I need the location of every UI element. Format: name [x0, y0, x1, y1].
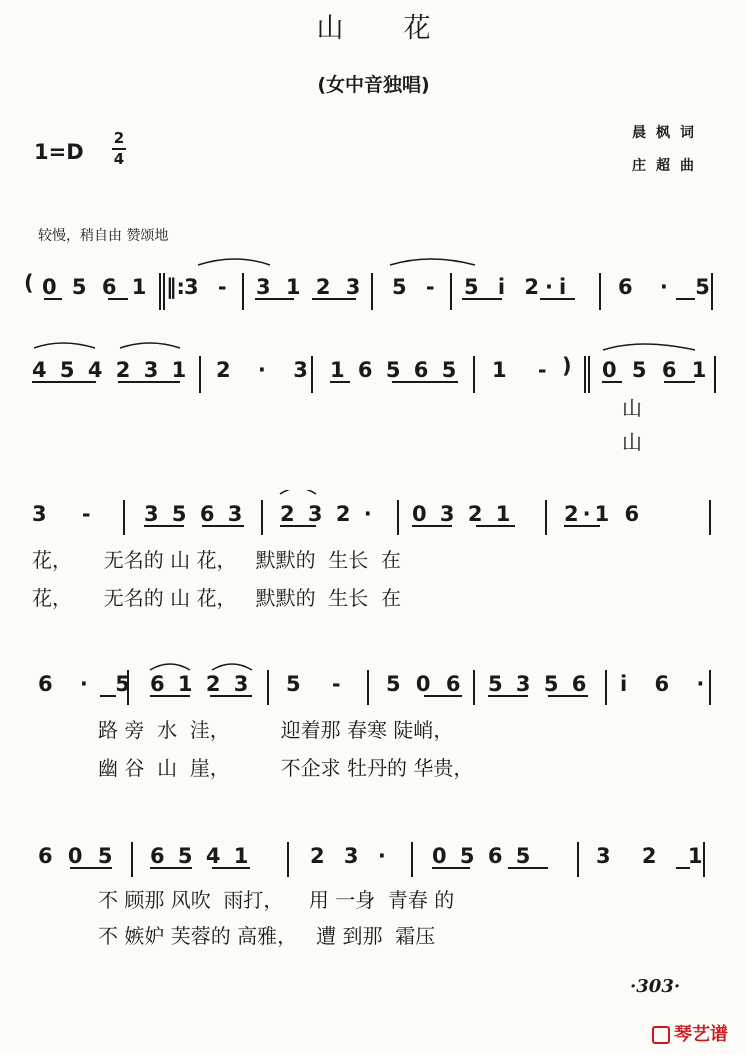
notation-measure: 6 1 2 3 — [150, 672, 252, 696]
page-number: ·303· — [630, 976, 681, 997]
notation-measure: 1 6 5 6 5 — [330, 358, 460, 382]
song-subtitle: (女中音独唱) — [317, 74, 430, 96]
notation-measure: 3 - — [32, 502, 105, 526]
stave-row-1 — [0, 255, 747, 325]
time-signature — [112, 131, 126, 167]
lyric-row-4-verse-1: 路 旁 水 洼， 迎着那 春寒 陡峭， — [98, 718, 454, 742]
notation-measure: 2 3 2 · — [280, 502, 375, 526]
notation-measure: 1 - — [492, 358, 559, 382]
notation-measure: 5 - — [392, 275, 441, 299]
notation-measure: 6 · 5 — [618, 275, 720, 299]
tempo-marking: 较慢，稍自由 赞颂地 — [38, 228, 169, 244]
notation-measure: 0 5 6 5 — [432, 844, 534, 868]
notation-measure: 0 5 6 1 — [602, 358, 711, 382]
lyric-row-2-verse-2: 山 — [622, 430, 642, 454]
notation-close-paren: ) — [562, 354, 572, 378]
notation-measure: 6 · 5 — [38, 672, 140, 696]
site-logo — [652, 1020, 728, 1046]
notation-open-paren: ( — [24, 271, 34, 295]
notation-measure: 0 3 2 1 — [412, 502, 514, 526]
lyric-row-5-verse-1: 不 顾那 风吹 雨打， 用 一身 青春 的 — [98, 888, 455, 912]
key-signature: 1=D — [34, 140, 84, 164]
notation-measure: 3 - — [184, 275, 233, 299]
notation-measure: 2 3 · — [310, 844, 392, 868]
notation-measure: 5 3 5 6 — [488, 672, 590, 696]
notation-measure: 2 · 3 — [216, 358, 318, 382]
notation-measure: 5 0 6 — [386, 672, 465, 696]
notation-measure: 0 5 6 1 — [42, 275, 151, 299]
notation-measure: i 6 · — [620, 672, 715, 696]
composer-credit: 庄超曲 — [632, 158, 704, 174]
notation-measure: 3 2 1 — [596, 844, 715, 868]
notation-measure: 4 5 4 2 3 1 — [32, 358, 190, 382]
logo-text: 琴艺谱 — [674, 1024, 728, 1045]
notation-measure: 3 1 2 3 — [256, 275, 365, 299]
notation-measure: 6 5 4 1 — [150, 844, 252, 868]
lyric-row-2-verse-1: 山 — [622, 396, 642, 420]
notation-measure: 5 - — [286, 672, 353, 696]
lyric-row-3-verse-1: 花， 无名的 山 花， 默默的 生长 在 — [32, 548, 402, 572]
lyric-row-3-verse-2: 花， 无名的 山 花， 默默的 生长 在 — [32, 586, 402, 610]
notation-measure: 6 0 5 — [38, 844, 117, 868]
lyricist-credit: 晨枫词 — [632, 125, 704, 141]
notation-measure: 3 5 6 3 — [144, 502, 246, 526]
notation-measure: 5 i 2·i — [464, 275, 573, 299]
time-signature-top: 2 — [113, 129, 125, 147]
song-title: 山花 — [316, 13, 491, 44]
notation-measure: 2·1 6 — [564, 502, 644, 526]
lyric-row-5-verse-2: 不 嫉妒 芙蓉的 高雅， 遭 到那 霜压 — [98, 924, 436, 948]
time-signature-bottom: 4 — [113, 150, 125, 168]
notation-repeat-sign: ‖: — [166, 275, 185, 299]
lyric-row-4-verse-2: 幽 谷 山 崖， 不企求 牡丹的 华贵， — [98, 756, 474, 780]
logo-icon — [652, 1026, 670, 1044]
